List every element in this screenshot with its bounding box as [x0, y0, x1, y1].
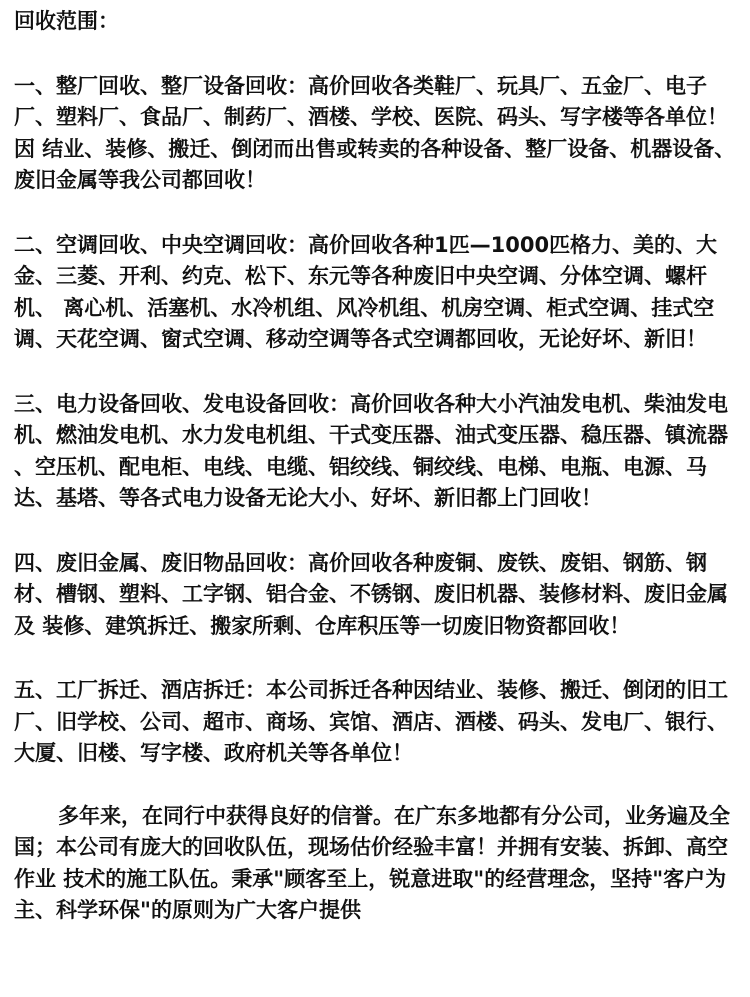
section-3-power-equipment-recycling: 三、电力设备回收、发电设备回收：高价回收各种大小汽油发电机、柴油发电机、燃油发电机、水力发电机组、干式变压器、油式变压器、稳压器、镇流器 、空压机、配电柜、电线、电缆、铝绞线、铜绞线、电梯、电瓶、电源、马达、基塔、等各式电力设备无论大小、好坏、新旧都上门回收！	[14, 391, 728, 510]
paragraph-spacer	[14, 515, 744, 548]
section-5-demolition: 五、工厂拆迁、酒店拆迁：本公司拆迁各种因结业、装修、搬迁、倒闭的旧工厂、旧学校、公司、超市、商场、宾馆、酒店、酒楼、码头、发电厂、银行、 大厦、旧楼、写字楼、政府机关等各单位！	[14, 678, 728, 765]
section-4-scrap-metal-recycling: 四、废旧金属、废旧物品回收：高价回收各种废铜、废铁、废铝、钢筋、钢材、槽钢、塑料、工字钢、铝合金、不锈钢、废旧机器、装修材料、废旧金属及 装修、建筑拆迁、搬家所剩、仓库积压等一切废旧物资都回收！	[14, 550, 728, 638]
paragraph-spacer	[14, 356, 744, 389]
closing-paragraph: 多年来，在同行中获得良好的信誉。在广东多地都有分公司，业务遍及全国；本公司有庞大的回收队伍，现场估价经验丰富！并拥有安装、拆卸、高空作业 技术的施工队伍。秉承"顾客至上，锐意进取"的经营理念，坚持"客户为主、科学环保"的原则为广大客户提供	[14, 803, 730, 922]
paragraph-spacer	[14, 642, 744, 675]
section-2-air-conditioner-recycling: 二、空调回收、中央空调回收：高价回收各种1匹—1000匹格力、美的、大金、三菱、开利、约克、松下、东元等各种废旧中央空调、分体空调、螺杆机、 离心机、活塞机、水冷机组、风冷机组、机房空调、柜式空调、挂式空调、天花空调、窗式空调、移动空调等各式空调都回收，无论好坏、新旧！	[14, 232, 718, 351]
paragraph-spacer	[14, 770, 744, 801]
paragraph-spacer	[14, 38, 744, 71]
section-1-factory-recycling: 一、整厂回收、整厂设备回收：高价回收各类鞋厂、玩具厂、五金厂、电子厂、塑料厂、食品厂、制药厂、酒楼、学校、医院、码头、写字楼等各单位！因 结业、装修、搬迁、倒闭而出售或转卖的各种设备、整厂设备、机器设备、废旧金属等我公司都回收！	[14, 73, 736, 192]
document-body	[14, 6, 744, 927]
paragraph-spacer	[14, 197, 744, 230]
document-heading: 回收范围：	[14, 9, 119, 33]
